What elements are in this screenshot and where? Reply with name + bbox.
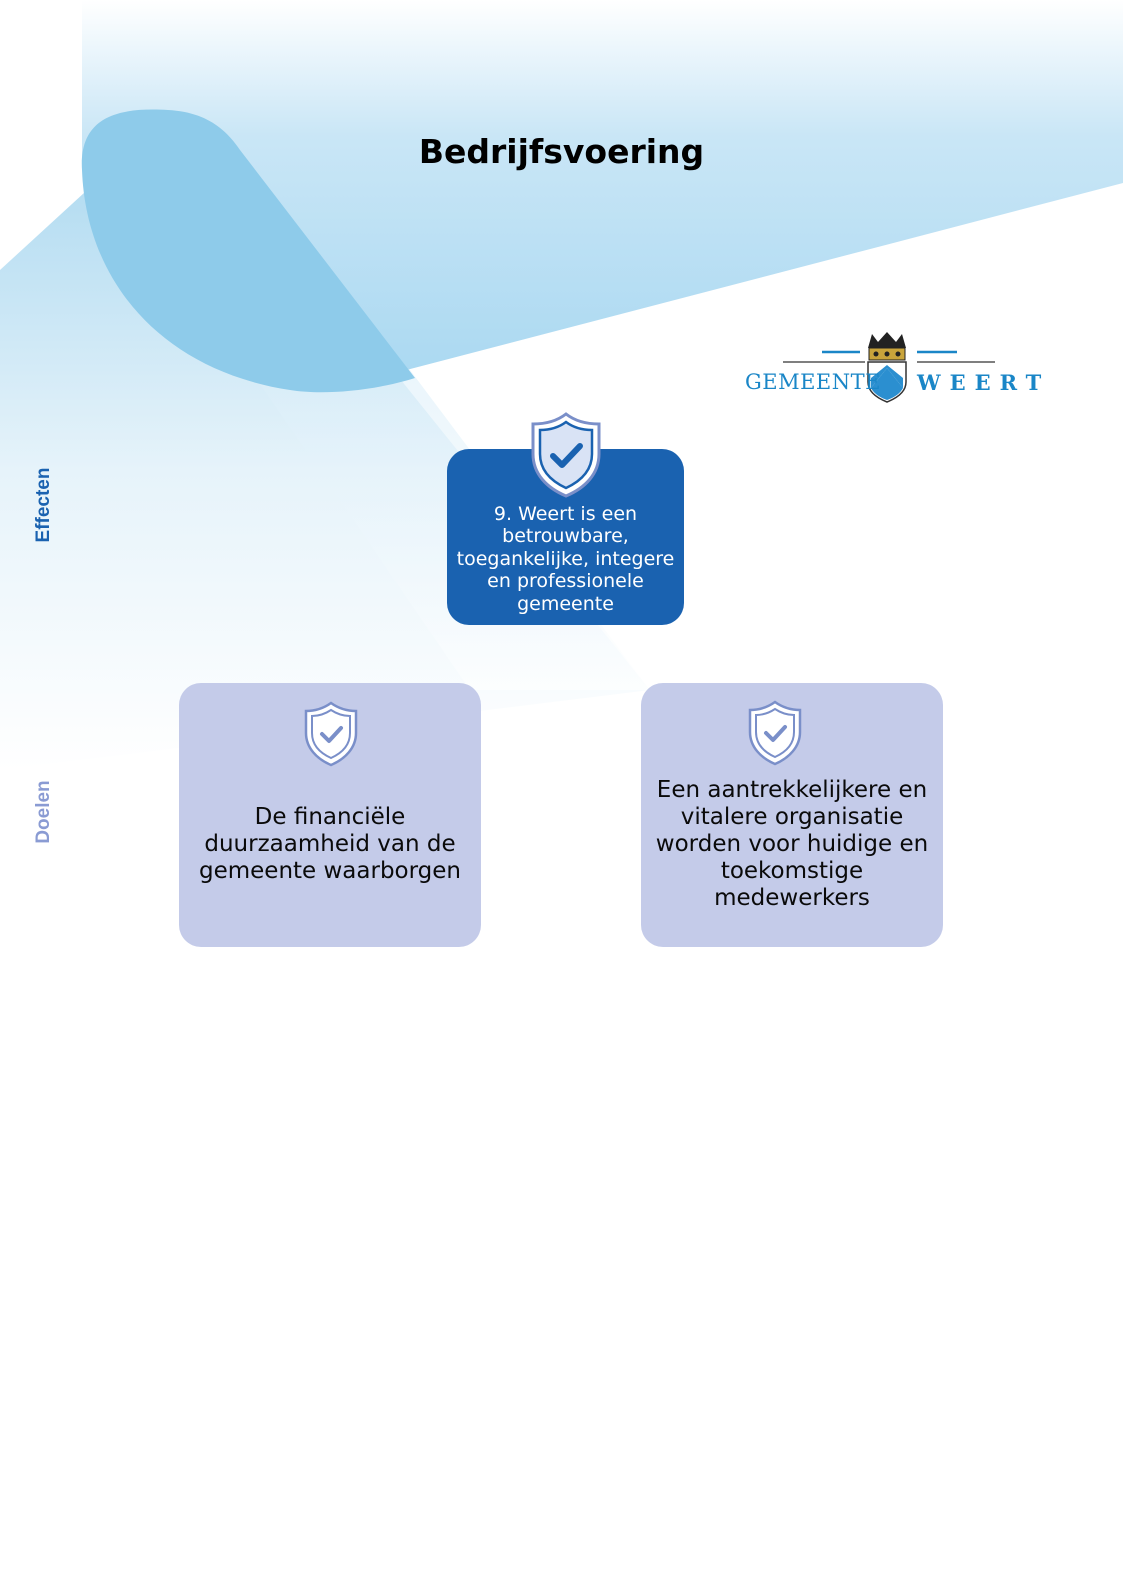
side-label-goals: Doelen	[33, 780, 54, 844]
shield-check-icon	[747, 700, 803, 766]
logo-text-gemeente: GEMEENTE	[745, 370, 881, 394]
goal-text-1: De financiële duurzaamheid van de gemeente waarborgen	[198, 803, 462, 884]
shield-check-icon	[303, 701, 359, 767]
logo-text-weert: WEERT	[917, 370, 1051, 395]
page-title: Bedrijfsvoering	[418, 132, 705, 171]
goal-text-2: Een aantrekkelijkere en vitalere organisatie worden voor huidige en toekomstige medewerkers	[655, 776, 929, 911]
shield-check-icon	[529, 412, 603, 498]
side-label-effects: Effecten	[33, 467, 54, 543]
effect-text: 9. Weert is een betrouwbare, toegankelijke, integere en professionele gemeente	[456, 502, 675, 615]
gemeente-weert-logo	[745, 330, 1051, 406]
